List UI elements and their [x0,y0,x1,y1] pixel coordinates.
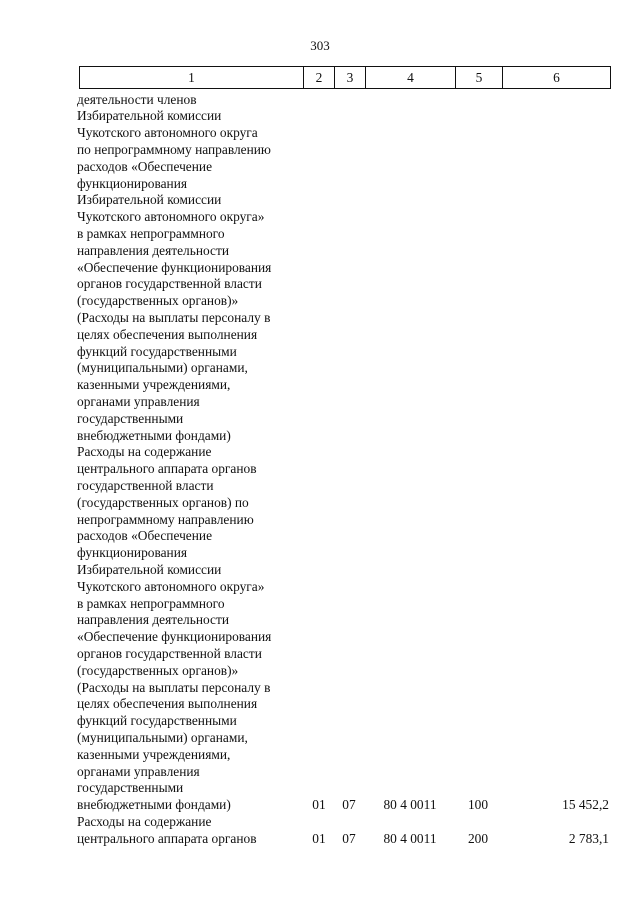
value-cell-c5: 100 [467,797,489,813]
value-cell-c6: 2 783,1 [568,830,609,846]
text-line: Чукотского автономного округа» [77,578,265,594]
text-line: Избирательной комиссии [77,108,222,124]
page-number: 303 [310,38,330,53]
value-cell-c4: 80 4 0011 [383,797,437,813]
text-line: внебюджетными фондами) [77,427,231,443]
text-line: функционирования [77,545,188,561]
text-line: Чукотского автономного округа [77,125,258,141]
value-cell-c2: 01 [312,797,326,813]
text-line: в рамках непрограммного [77,595,225,611]
text-line: органов государственной власти [77,645,262,661]
text-line: направления деятельности [77,612,230,628]
text-line: казенными учреждениями, [77,746,231,762]
text-line: функций государственными [77,713,237,729]
header-col-2: 2 [304,67,335,89]
text-line: (государственных органов) по [77,494,249,510]
text-line: функций государственными [77,343,237,359]
text-line: целях обеспечения выполнения [77,326,258,342]
text-line: Расходы на содержание [77,444,212,460]
text-line: государственными [77,780,184,796]
text-line: «Обеспечение функционирования [77,629,272,645]
text-line: (муниципальными) органами, [77,729,248,745]
text-line: (Расходы на выплаты персоналу в [77,679,271,695]
text-line: направления деятельности [77,242,230,258]
header-col-1: 1 [80,67,304,89]
text-line: деятельности членов [77,91,197,107]
text-line: «Обеспечение функционирования [77,259,272,275]
header-col-6: 6 [503,67,611,89]
text-line: Расходы на содержание [77,813,212,829]
text-line: государственными [77,410,184,426]
value-cell-c3: 07 [342,830,356,846]
text-line: Избирательной комиссии [77,561,222,577]
table-header [79,66,611,89]
text-line: внебюджетными фондами) [77,797,231,813]
header-col-4: 4 [366,67,456,89]
text-line: органами управления [77,763,200,779]
text-line: органами управления [77,393,200,409]
value-cell-c5: 200 [467,830,489,846]
header-col-5: 5 [456,67,503,89]
text-line: (муниципальными) органами, [77,360,248,376]
text-line: казенными учреждениями, [77,377,231,393]
text-line: центрального аппарата органов [77,830,257,846]
value-cell-c2: 01 [312,830,326,846]
text-line: Избирательной комиссии [77,192,222,208]
text-line: непрограммному направлению [77,511,254,527]
text-line: (государственных органов)» [77,293,239,309]
text-line: Чукотского автономного округа» [77,209,265,225]
text-line: расходов «Обеспечение [77,158,213,174]
text-line: функционирования [77,175,188,191]
text-line: в рамках непрограммного [77,225,225,241]
text-line: расходов «Обеспечение [77,528,213,544]
text-line: органов государственной власти [77,276,262,292]
text-line: (Расходы на выплаты персоналу в [77,309,271,325]
text-line: по непрограммному направлению [77,141,271,157]
value-cell-c6: 15 452,2 [562,797,609,813]
text-line: целях обеспечения выполнения [77,696,258,712]
header-col-3: 3 [335,67,366,89]
text-line: центрального аппарата органов [77,461,257,477]
text-line: (государственных органов)» [77,662,239,678]
value-cell-c4: 80 4 0011 [383,830,437,846]
value-cell-c3: 07 [342,797,356,813]
text-line: государственной власти [77,477,214,493]
